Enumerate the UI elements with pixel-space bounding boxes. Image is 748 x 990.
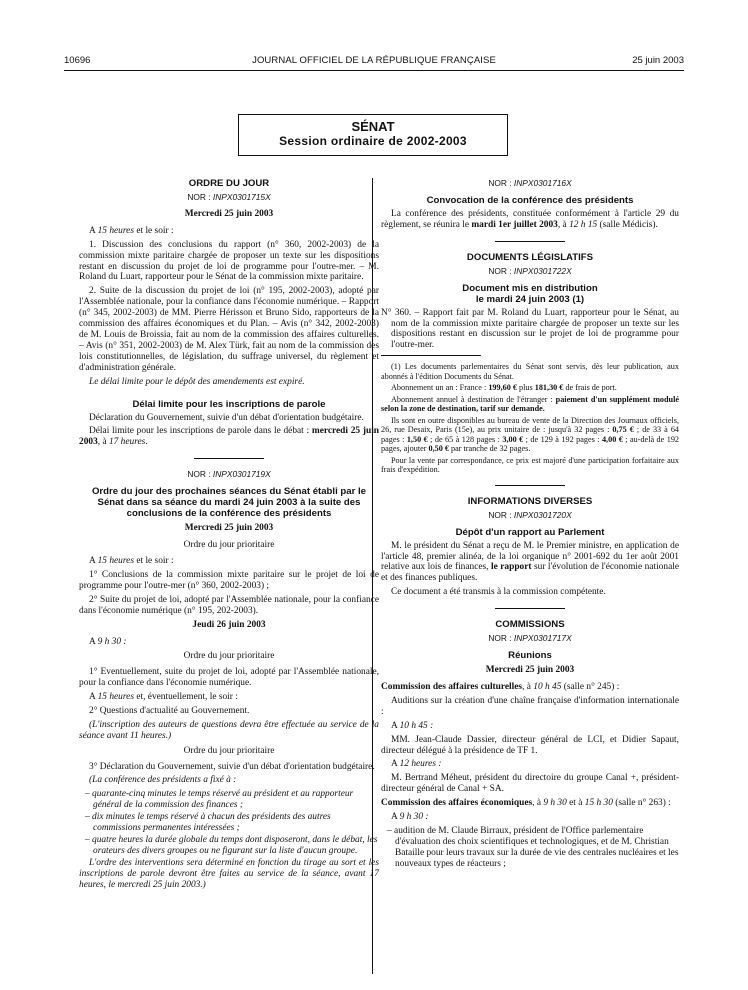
footnote-text: Ils sont en outre disponibles au bureau de vente de la Direction des Journaux officiels, 26, rue Desaix, Paris (15e), au prix unitaire de : jusqu'à 32 pages : 0,75 € ; de 33 à 64 pages : 1,50 € ; de 65 à 128 pages : 3,00 € ; de 129 à 192 pages : 4,00 € ; au-delà de 192 pages, ajouter 0,50 € par tranche de 32 pages. <box>381 415 680 454</box>
paragraph: 1° Eventuellement, suite du projet de loi, adopté par l'Assemblée nationale, pour la confiance dans l'économie numérique. <box>79 667 379 689</box>
section-title: COMMISSIONS <box>495 619 565 631</box>
paragraph: 3° Déclaration du Gouvernement, suivie d'un débat d'orientation budgétaire. <box>89 761 375 772</box>
paragraph: A 9 h 30 : <box>89 637 127 648</box>
paragraph: Délai limite pour les inscriptions de parole dans le débat : mercredi 25 juin 2003, à 17 heures. <box>79 426 380 448</box>
nor-reference: NOR : INPX0301715X <box>187 192 271 202</box>
section-title: DOCUMENTS LÉGISLATIFS <box>466 251 594 263</box>
footnote <box>381 362 679 475</box>
section-date: Mercredi 25 juin 2003 <box>485 665 575 676</box>
paragraph: A 12 heures : <box>391 759 442 770</box>
paragraph: 1° Conclusions de la commission mixte paritaire sur le projet de loi de programme pour l'outre-mer (n° 360, 2002-2003) ; <box>79 569 379 591</box>
title-box <box>238 114 508 156</box>
footnote-text: Abonnement annuel à destination de l'étranger : paiement d'un supplément modulé selon la zone de destination, tarif sur demande. <box>381 394 680 414</box>
section-title: Ordre du jour des prochaines séances du Sénat établi par le Sénat dans sa séance du mardi 24 juin 2003 à la suite des conclusions de la conférence des présidents <box>91 486 367 520</box>
paragraph: L'ordre des interventions sera déterminé en fonction du tirage au sort et les inscriptions de parole devront être faites au service de la séance, avant 17 heures, le mercredi 25 juin 2003.) <box>79 857 379 890</box>
agenda-label: Ordre du jour prioritaire <box>183 745 275 756</box>
right-column <box>381 178 679 871</box>
paragraph: A 15 heures et le soir : <box>89 555 174 566</box>
paragraph: Auditions sur la création d'une chaîne française d'information internationale : <box>381 695 679 717</box>
section-title: INFORMATIONS DIVERSES <box>467 495 593 507</box>
page-header <box>64 56 684 68</box>
list-item: – quarante-cinq minutes le temps réservé au président et au rapporteur général de la commission des finances ; <box>85 789 354 811</box>
footnote-rule <box>381 355 481 356</box>
paragraph: (La conférence des présidents a fixé à : <box>89 775 237 786</box>
issue-date: 25 juin 2003 <box>632 55 684 66</box>
paragraph: MM. Jean-Claude Dassier, directeur général de LCI, et Didier Sapaut, directeur délégué à la présidence de TF 1. <box>381 734 679 756</box>
paragraph: (L'inscription des auteurs de questions devra être effectuée au service de la séance avant 11 heures.) <box>79 719 379 741</box>
header-rule <box>64 70 684 71</box>
paragraph: Ce document a été transmis à la commission compétente. <box>391 587 606 598</box>
footnote-text: Pour la vente par correspondance, ce prix est majoré d'une participation forfaitaire aux frais d'expédition. <box>381 455 679 475</box>
paragraph: 2° Suite du projet de loi, adopté par l'Assemblée nationale, pour la confiance dans l'économie numérique (n° 195, 202-2003). <box>79 594 379 616</box>
section-subtitle: Réunions <box>508 650 552 662</box>
paragraph: N° 360. – Rapport fait par M. Roland du Luart, rapporteur pour le Sénat, au nom de la commission mixte paritaire chargée de proposer un texte sur les dispositions restant en discussion sur le projet de loi de programme pour l'outre-mer. <box>381 307 679 351</box>
separator <box>495 608 565 609</box>
list-item: – quatre heures la durée globale du temps dont disposeront, dans le débat, les orateurs des divers groupes ou ne figurant sur la liste d'aucun groupe. <box>85 834 378 856</box>
paragraph: Commission des affaires culturelles, à 10 h 45 (salle n° 245) : <box>381 682 620 692</box>
agenda-label: Ordre du jour prioritaire <box>183 540 275 551</box>
section-subtitle: Document mis en distribution <box>462 282 598 294</box>
nor-reference: NOR : INPX0301716X <box>488 178 572 188</box>
left-column <box>79 178 379 894</box>
journal-title: JOURNAL OFFICIEL DE LA RÉPUBLIQUE FRANÇAISE <box>252 55 496 66</box>
paragraph: M. Bertrand Méheut, président du directoire du groupe Canal +, président-directeur général de Canal + SA. <box>381 773 679 795</box>
separator <box>495 485 565 486</box>
paragraph: 1. Discussion des conclusions du rapport (n° 360, 2002-2003) de la commission mixte paritaire chargée de proposer un texte sur les dispositions restant en discussion du projet de loi de programme pour l'outre-mer. – M. Roland du Luart, rapporteur pour le Sénat de la commission mixte paritaire. <box>79 239 379 283</box>
agenda-label: Ordre du jour prioritaire <box>183 651 275 662</box>
paragraph: 2. Suite de la discussion du projet de loi (n° 195, 2002-2003), adopté par l'Assemblée nationale, pour la confiance dans l'économie numérique. – Rapport (n° 345, 2002-2003) de MM. Pierre Hérisson et Bruno Sido, rapporteurs de la commission des affaires économiques et du Plan. – Avis (n° 342, 2002-2003) de M. Louis de Broissia, fait au nom de la commission des affaires culturelles. – Avis (n° 351, 2002-2003) de M. Alex Türk, fait au nom de la commission des lois constitutionnelles, de législation, du suffrage universel, du règlement et d'administration générale. <box>79 286 379 373</box>
section-subtitle: le mardi 24 juin 2003 (1) <box>475 293 585 305</box>
separator <box>194 458 264 459</box>
list-item: – audition de M. Claude Birraux, président de l'Office parlementaire d'évaluation des choix scientifiques et technologiques, et de M. Christian Bataille pour leurs travaux sur la durée de vie des centrales nucléaires et les nouveaux types de réacteurs ; <box>387 825 679 869</box>
title-senat: SÉNAT <box>351 119 395 134</box>
paragraph: La conférence des présidents, constituée conformément à l'article 29 du règlement, se réunira le mardi 1er juillet 2003, à 12 h 15 (salle Médicis). <box>381 208 679 230</box>
paragraph: 2° Questions d'actualité au Gouvernement. <box>89 705 250 716</box>
title-session: Session ordinaire de 2002-2003 <box>279 134 467 148</box>
paragraph: Le délai limite pour le dépôt des amendements est expiré. <box>89 376 305 387</box>
separator <box>495 241 565 242</box>
nor-reference: NOR : INPX0301720X <box>488 509 572 520</box>
nor-reference: NOR : INPX0301722X <box>488 265 572 276</box>
nor-reference: NOR : INPX0301717X <box>488 633 572 644</box>
paragraph: A 9 h 30 : <box>391 812 429 823</box>
footnote-text: (1) Les documents parlementaires du Sénat sont servis, dès leur publication, aux abonnés à l'édition Documents du Sénat. <box>381 362 679 381</box>
section-date: Mercredi 25 juin 2003 <box>184 208 274 219</box>
section-date: Jeudi 26 juin 2003 <box>192 620 266 631</box>
section-subtitle: Dépôt d'un rapport au Parlement <box>455 526 605 538</box>
nor-reference: NOR : INPX0301719X <box>187 469 271 480</box>
paragraph: A 15 heures et, éventuellement, le soir : <box>89 692 238 702</box>
paragraph: M. le président du Sénat a reçu de M. le Premier ministre, en application de l'article 48, premier alinéa, de la loi organique n° 2001-692 du 1er août 2001 relative aux lois de finances, le rapport sur l'évolution de l'économie nationale et des finances publiques. <box>381 540 680 584</box>
page-number: 10696 <box>64 55 91 66</box>
paragraph: Déclaration du Gouvernement, suivie d'un débat d'orientation budgétaire. <box>89 412 364 423</box>
list-item: – dix minutes le temps réservé à chacun des présidents des autres commissions permanentes intéressées ; <box>85 812 331 834</box>
section-title: ORDRE DU JOUR <box>188 178 270 189</box>
section-title: Convocation de la conférence des présidents <box>426 194 634 206</box>
section-title: Délai limite pour les inscriptions de parole <box>132 398 326 410</box>
footnote-text: Abonnement un an : France : 199,60 € plus 181,30 € de frais de port. <box>391 383 617 393</box>
paragraph: Commission des affaires économiques, à 9 h 30 et à 15 h 30 (salle n° 263) : <box>381 798 671 809</box>
section-date: Mercredi 25 juin 2003 <box>184 523 274 534</box>
paragraph: A 10 h 45 : <box>391 720 434 731</box>
paragraph: A 15 heures et le soir : <box>89 225 174 236</box>
